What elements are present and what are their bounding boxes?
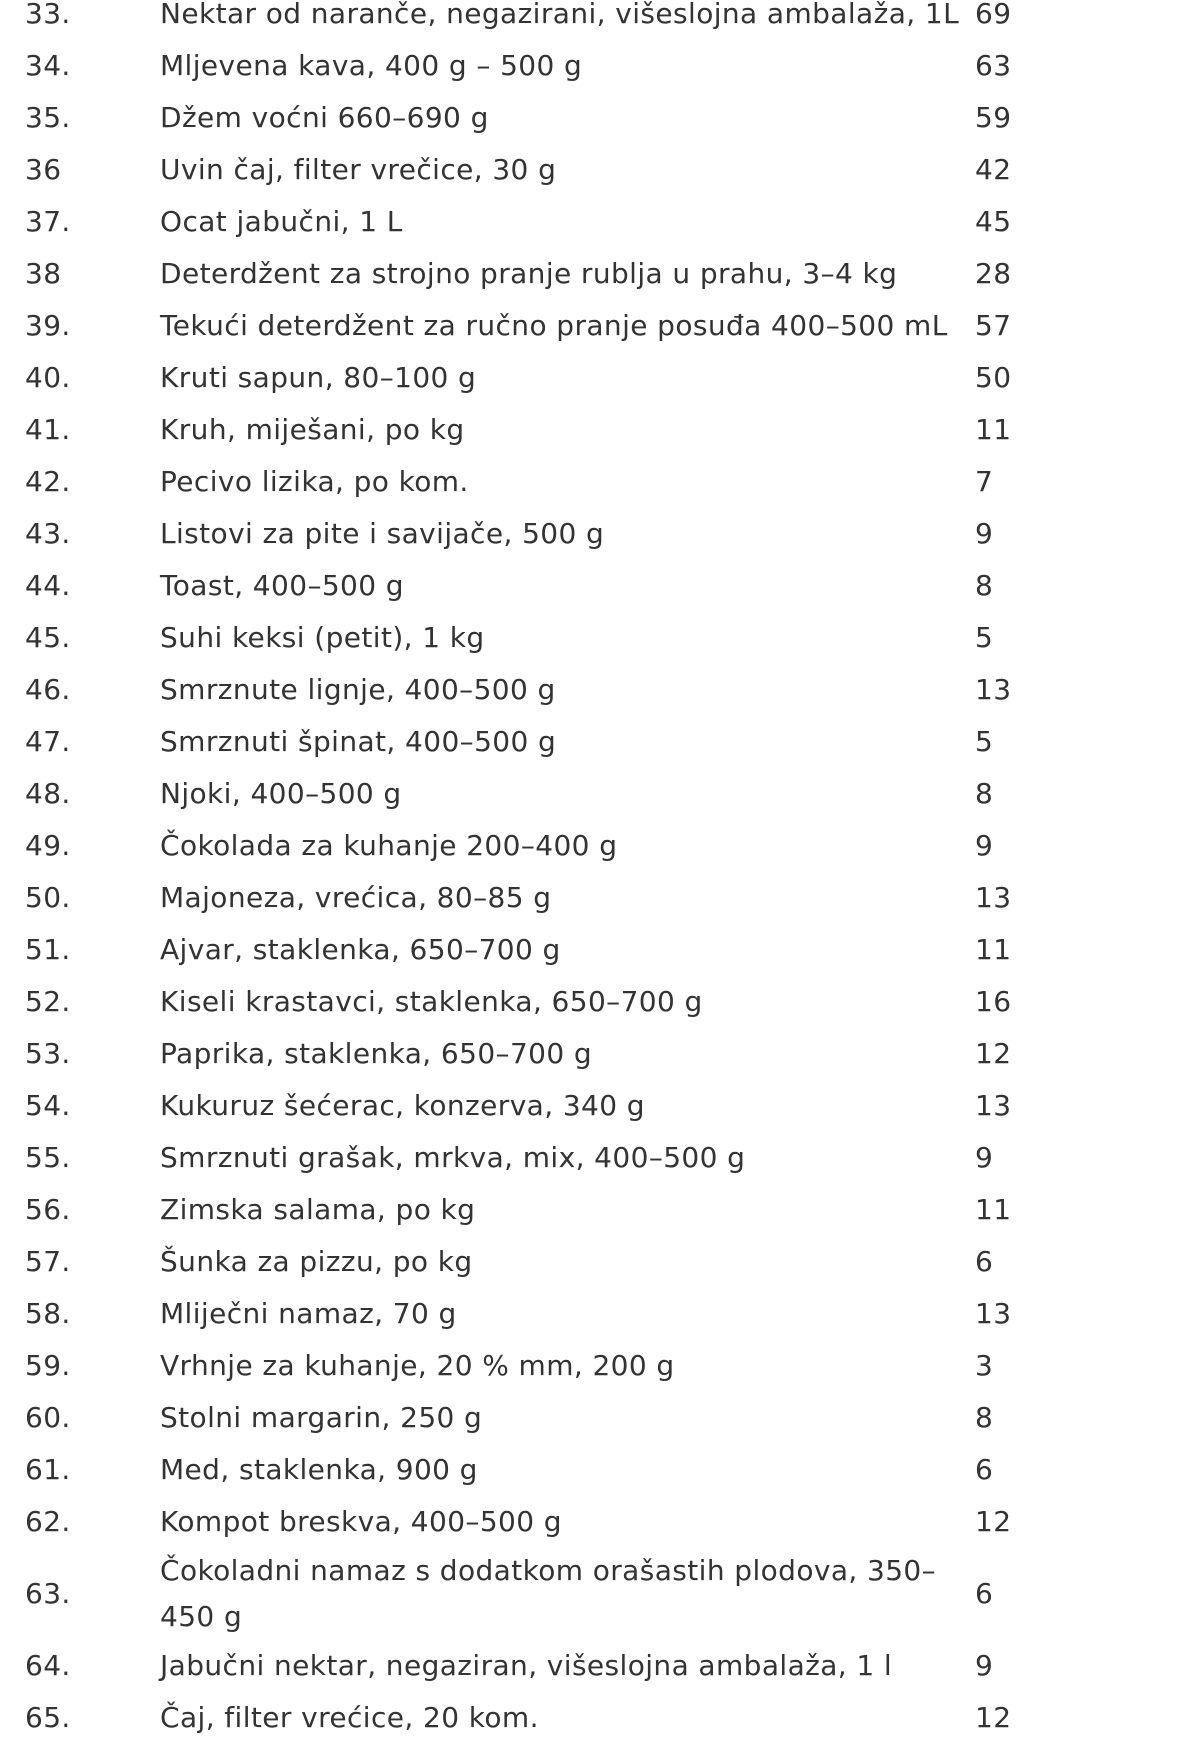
row-number: 49. (25, 829, 71, 862)
row-number: 58. (25, 1297, 71, 1330)
item-name: Čokolada za kuhanje 200–400 g (160, 829, 618, 862)
item-name: Šunka za pizzu, po kg (160, 1245, 473, 1278)
row-number: 51. (25, 933, 71, 966)
table-row (0, 716, 1200, 768)
table-row (0, 456, 1200, 508)
item-count: 12 (975, 1701, 1012, 1734)
item-count: 16 (975, 985, 1012, 1018)
item-name: Suhi keksi (petit), 1 kg (160, 621, 485, 654)
item-name: Džem voćni 660–690 g (160, 101, 489, 134)
table-row (0, 924, 1200, 976)
item-name: Mljevena kava, 400 g – 500 g (160, 49, 583, 82)
item-count: 13 (975, 1089, 1012, 1122)
item-name: Čokoladni namaz s dodatkom orašastih plodova, 350–450 g (160, 1554, 937, 1633)
row-number: 60. (25, 1401, 71, 1434)
item-count: 57 (975, 309, 1012, 342)
row-number: 50. (25, 881, 71, 914)
item-count: 9 (975, 1649, 994, 1682)
row-number: 38 (25, 257, 62, 290)
table-row (0, 404, 1200, 456)
item-count: 6 (975, 1245, 994, 1278)
table-row (0, 560, 1200, 612)
item-count: 7 (975, 465, 994, 498)
item-count: 5 (975, 621, 994, 654)
table-row (0, 612, 1200, 664)
table-row (0, 1444, 1200, 1496)
item-name: Jabučni nektar, negaziran, višeslojna ambalaža, 1 l (160, 1649, 893, 1682)
item-count: 63 (975, 49, 1012, 82)
row-number: 65. (25, 1701, 71, 1734)
table-row (0, 352, 1200, 404)
item-count: 13 (975, 673, 1012, 706)
item-name: Smrznute lignje, 400–500 g (160, 673, 556, 706)
item-count: 11 (975, 413, 1012, 446)
item-name: Smrznuti grašak, mrkva, mix, 400–500 g (160, 1141, 746, 1174)
table-row (0, 1184, 1200, 1236)
item-count: 8 (975, 777, 994, 810)
item-name: Deterdžent za strojno pranje rublja u prahu, 3–4 kg (160, 257, 898, 290)
table-row (0, 1132, 1200, 1184)
table-row (0, 1080, 1200, 1132)
item-count: 5 (975, 725, 994, 758)
item-count: 9 (975, 1141, 994, 1174)
table-row (0, 1640, 1200, 1692)
table-row (0, 144, 1200, 196)
row-number: 54. (25, 1089, 71, 1122)
item-count: 50 (975, 361, 1012, 394)
row-number: 63. (25, 1577, 71, 1610)
row-number: 57. (25, 1245, 71, 1278)
item-name: Nektar od naranče, negazirani, višeslojna ambalaža, 1L (160, 0, 960, 30)
item-name: Majoneza, vrećica, 80–85 g (160, 881, 552, 914)
item-name: Uvin čaj, filter vrečice, 30 g (160, 153, 557, 186)
item-name: Toast, 400–500 g (160, 569, 404, 602)
item-count: 3 (975, 1349, 994, 1382)
row-number: 46. (25, 673, 71, 706)
item-name: Med, staklenka, 900 g (160, 1453, 478, 1486)
item-name: Pecivo lizika, po kom. (160, 465, 469, 498)
table-row (0, 508, 1200, 560)
item-name: Zimska salama, po kg (160, 1193, 476, 1226)
item-name: Stolni margarin, 250 g (160, 1401, 483, 1434)
table-row (0, 1496, 1200, 1548)
item-name: Listovi za pite i savijače, 500 g (160, 517, 605, 550)
item-name: Njoki, 400–500 g (160, 777, 402, 810)
item-count: 8 (975, 569, 994, 602)
table-row (0, 820, 1200, 872)
item-count: 9 (975, 517, 994, 550)
row-number: 36 (25, 153, 62, 186)
row-number: 52. (25, 985, 71, 1018)
table-row (0, 1548, 1200, 1640)
table-row (0, 196, 1200, 248)
table-row (0, 1692, 1200, 1744)
item-count: 6 (975, 1577, 994, 1610)
item-count: 28 (975, 257, 1012, 290)
row-number: 34. (25, 49, 71, 82)
item-count: 12 (975, 1505, 1012, 1538)
row-number: 55. (25, 1141, 71, 1174)
item-name: Mliječni namaz, 70 g (160, 1297, 457, 1330)
row-number: 61. (25, 1453, 71, 1486)
table-row (0, 92, 1200, 144)
item-count: 69 (975, 0, 1012, 30)
row-number: 44. (25, 569, 71, 602)
item-name: Kiseli krastavci, staklenka, 650–700 g (160, 985, 703, 1018)
item-name: Kompot breskva, 400–500 g (160, 1505, 562, 1538)
item-name: Ocat jabučni, 1 L (160, 205, 403, 238)
item-name: Kruh, miješani, po kg (160, 413, 465, 446)
table-row (0, 40, 1200, 92)
item-count: 13 (975, 1297, 1012, 1330)
table-row (0, 664, 1200, 716)
item-count: 11 (975, 933, 1012, 966)
row-number: 43. (25, 517, 71, 550)
table-row (0, 768, 1200, 820)
table-row (0, 1028, 1200, 1080)
row-number: 62. (25, 1505, 71, 1538)
row-number: 37. (25, 205, 71, 238)
item-count: 9 (975, 829, 994, 862)
row-number: 41. (25, 413, 71, 446)
item-count: 11 (975, 1193, 1012, 1226)
table-row (0, 872, 1200, 924)
table-row (0, 0, 1200, 40)
row-number: 33. (25, 0, 71, 30)
item-name: Kruti sapun, 80–100 g (160, 361, 477, 394)
table-row (0, 1340, 1200, 1392)
table-row (0, 1288, 1200, 1340)
item-count: 8 (975, 1401, 994, 1434)
item-name: Čaj, filter vrećice, 20 kom. (160, 1701, 539, 1734)
item-name: Kukuruz šećerac, konzerva, 340 g (160, 1089, 645, 1122)
item-name: Vrhnje za kuhanje, 20 % mm, 200 g (160, 1349, 675, 1382)
item-name: Tekući deterdžent za ručno pranje posuđa 400–500 mL (160, 309, 948, 342)
item-count: 45 (975, 205, 1012, 238)
row-number: 59. (25, 1349, 71, 1382)
table-row (0, 1392, 1200, 1444)
table-row (0, 248, 1200, 300)
table-row (0, 976, 1200, 1028)
item-name: Paprika, staklenka, 650–700 g (160, 1037, 593, 1070)
table-row (0, 300, 1200, 352)
row-number: 45. (25, 621, 71, 654)
row-number: 35. (25, 101, 71, 134)
item-count: 6 (975, 1453, 994, 1486)
row-number: 39. (25, 309, 71, 342)
item-count: 42 (975, 153, 1012, 186)
item-count: 59 (975, 101, 1012, 134)
item-count: 13 (975, 881, 1012, 914)
item-name: Ajvar, staklenka, 650–700 g (160, 933, 561, 966)
row-number: 64. (25, 1649, 71, 1682)
row-number: 42. (25, 465, 71, 498)
row-number: 48. (25, 777, 71, 810)
row-number: 47. (25, 725, 71, 758)
item-count: 12 (975, 1037, 1012, 1070)
row-number: 53. (25, 1037, 71, 1070)
row-number: 56. (25, 1193, 71, 1226)
table-row (0, 1236, 1200, 1288)
row-number: 40. (25, 361, 71, 394)
item-name: Smrznuti špinat, 400–500 g (160, 725, 557, 758)
